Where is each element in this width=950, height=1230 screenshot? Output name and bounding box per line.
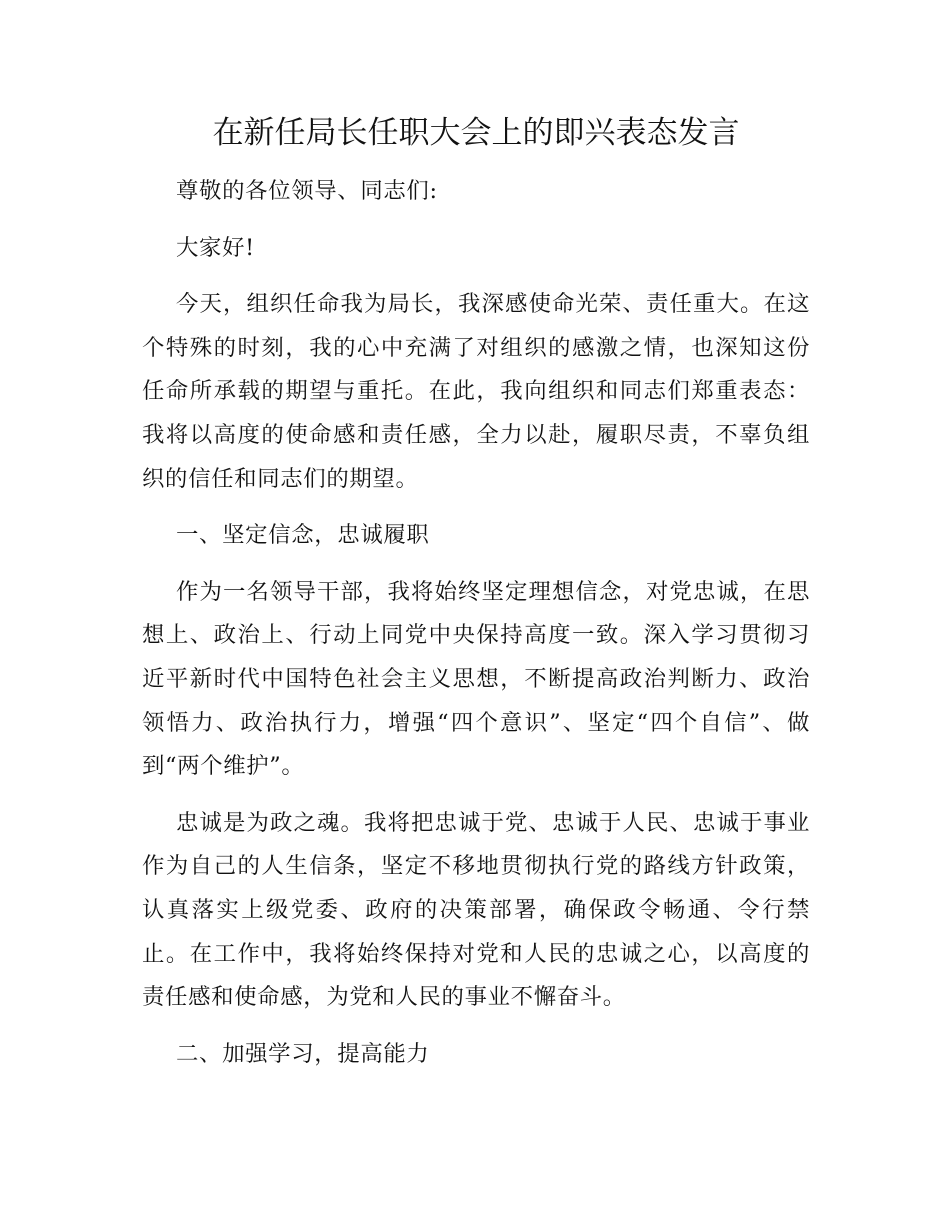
intro-paragraph: 今天，组织任命我为局长，我深感使命光荣、责任重大。在这个特殊的时刻，我的心中充满了对组织的感激之情，也深知这份任命所承载的期望与重托。在此，我向组织和同志们郑重表态：我将以高度的使命感和责任感，全力以赴，履职尽责，不辜负组织的信任和同志们的期望。	[142, 291, 810, 492]
section-1-paragraph-1: 作为一名领导干部，我将始终坚定理想信念，对党忠诚，在思想上、政治上、行动上同党中央保持高度一致。深入学习贯彻习近平新时代中国特色社会主义思想，不断提高政治判断力、政治领悟力、政治执行力，增强“四个意识”、坚定“四个自信”、做到“两个维护”。	[142, 578, 810, 780]
document-page	[142, 110, 810, 1089]
section-heading-1: 一、坚定信念，忠诚履职	[176, 522, 430, 549]
section-1-paragraph-2: 忠诚是为政之魂。我将把忠诚于党、忠诚于人民、忠诚于事业作为自己的人生信条，坚定不移地贯彻执行党的路线方针政策，认真落实上级党委、政府的决策部署，确保政令畅通、令行禁止。在工作中，我将始终保持对党和人民的忠诚之心，以高度的责任感和使命感，为党和人民的事业不懈奋斗。	[142, 809, 810, 1011]
greeting: 大家好!	[176, 234, 255, 261]
section-heading-2: 二、加强学习，提高能力	[176, 1040, 430, 1067]
salutation: 尊敬的各位领导、同志们:	[176, 178, 438, 204]
document-title: 在新任局长任职大会上的即兴表态发言	[212, 115, 740, 151]
